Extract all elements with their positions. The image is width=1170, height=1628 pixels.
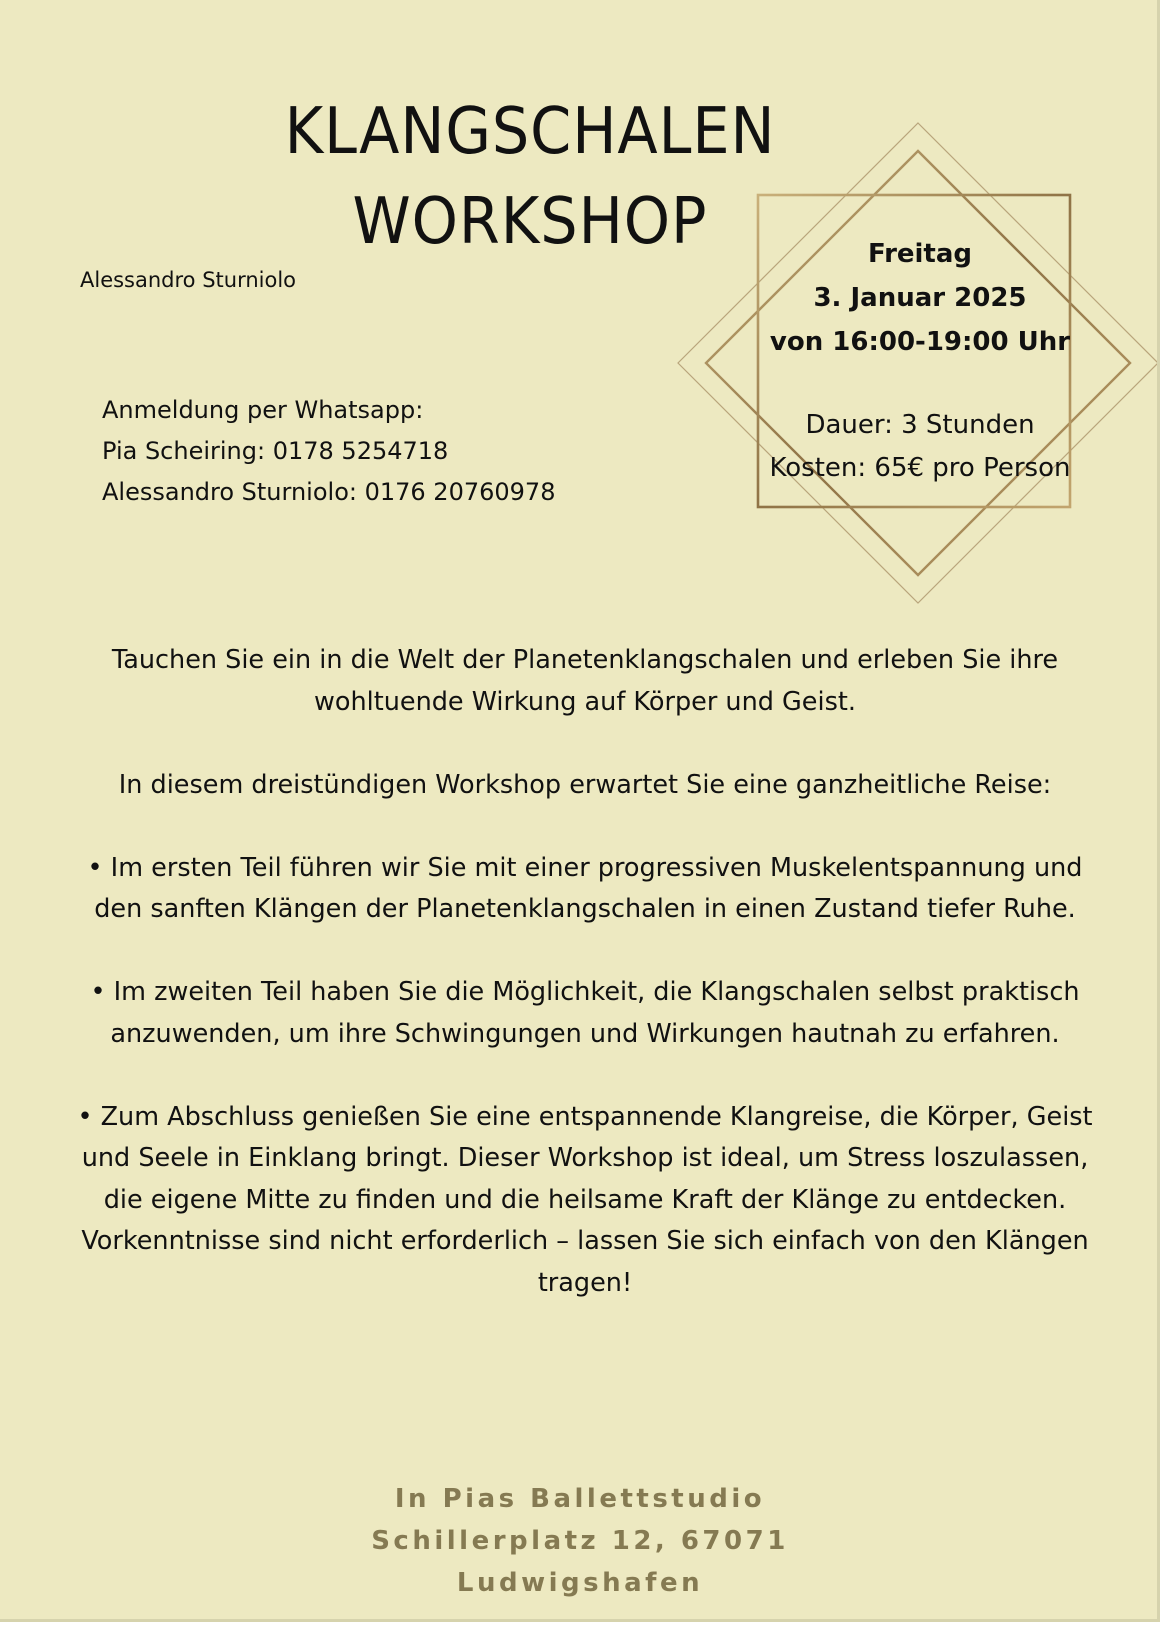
location-city: Ludwigshafen (456, 1568, 704, 1598)
event-time: von 16:00-19:00 Uhr (769, 327, 1071, 357)
author-name: Alessandro Sturniolo (80, 268, 297, 292)
location-venue: In Pias Ballettstudio (394, 1484, 766, 1514)
contact-line-alessandro: Alessandro Sturniolo: 0176 20760978 (102, 478, 556, 506)
location-block (280, 1478, 880, 1604)
description-part-3: • Zum Abschluss genießen Sie eine entspannende Klangreise, die Körper, Geist und Seele in Einklang bringt. Dieser Workshop ist ideal, um Stress loszulassen, die eigene Mitte zu finden und die heilsame Kraft der Klänge zu entdecken. Vorkenntnisse sind nicht erforderlich – lassen Sie sich einfach von den Klängen tragen! (77, 1101, 1093, 1298)
description-overview: In diesem dreistündigen Workshop erwartet Sie eine ganzheitliche Reise: (118, 769, 1052, 800)
event-date: 3. Januar 2025 (813, 283, 1027, 313)
description-part-2: • Im zweiten Teil haben Sie die Möglichkeit, die Klangschalen selbst praktisch anzuwenden, um ihre Schwingungen und Wirkungen hautnah zu erfahren. (90, 977, 1080, 1049)
contact-line-pia: Pia Scheiring: 0178 5254718 (102, 437, 449, 465)
title-line-1: KLANGSCHALEN (284, 95, 776, 169)
description-intro: Tauchen Sie ein in die Welt der Planetenklangschalen und erleben Sie ihre wohltuende Wirkung auf Körper und Geist. (111, 645, 1059, 717)
contact-block (102, 390, 555, 513)
title-line-2: WORKSHOP (352, 185, 708, 259)
event-day: Freitag (867, 239, 973, 269)
description-body (70, 640, 1100, 1346)
location-street: Schillerplatz 12, 67071 (371, 1526, 789, 1556)
contact-heading: Anmeldung per Whatsapp: (102, 396, 424, 424)
event-cost: Kosten: 65€ pro Person (769, 453, 1071, 483)
event-info-box (750, 232, 1090, 490)
description-part-1: • Im ersten Teil führen wir Sie mit einer progressiven Muskelentspannung und den sanften Klängen der Planetenklangschalen in einen Zustand tiefer Ruhe. (87, 852, 1083, 924)
event-duration: Dauer: 3 Stunden (805, 410, 1035, 440)
spacer (750, 364, 1090, 404)
